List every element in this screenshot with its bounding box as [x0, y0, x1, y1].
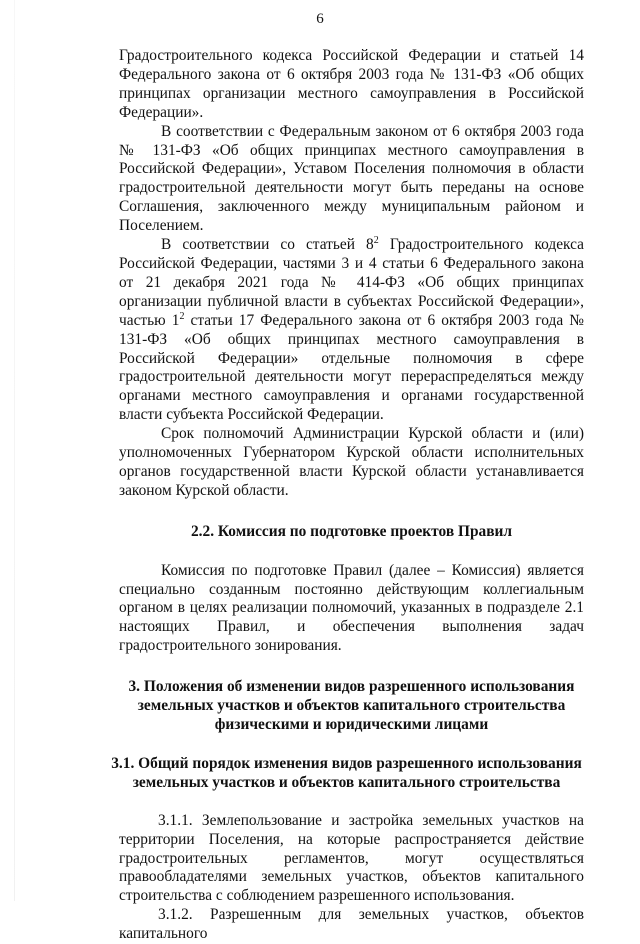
paragraph-redistribution-part-c: статьи 17 Федерального закона от 6 октября 2003 года № 131-ФЗ «Об общих принципах местного самоуправления в Российской Федерации» отдельные полномочия в сфере градостроительной деятельности могут перераспределяться между органами местного самоуправления и органами государственной власти субъекта Российской Федерации.: [119, 311, 584, 424]
paragraph-redistribution-part-b: Градостроительного кодекса Российской Федерации, частями 3 и 4 статьи 6 Федерального закона от 21 декабря 2021 года № 414-ФЗ «Об общих принципах организации публичной власти в субъектах Российской Федерации», частью 1: [119, 236, 584, 329]
superscript-2-b: 2: [179, 310, 185, 322]
paragraph-commission: Комиссия по подготовке Правил (далее – Комиссия) является специально созданным постоянно действующим коллегиальным органом в целях реализации полномочий, указанных в подразделе 2.1 настоящих Правил, и обеспечения выполнения задач градостроительного зонирования.: [119, 561, 584, 655]
section-heading-3-1: 3.1. Общий порядок изменения видов разрешенного использования земельных участков и объектов капитального строительства: [111, 754, 582, 791]
paragraph-redistribution-part-a: В соответствии со статьей 8: [161, 236, 374, 254]
paragraph-federal-law: В соответствии с Федеральным законом от 6 октября 2003 года № 131-ФЗ «Об общих принципах местного самоуправления в Российской Федерации», Уставом Поселения полномочия в области градостроительной деятельности могут быть переданы на основе Соглашения, заключенного между муниципальным районом и Поселением.: [119, 122, 584, 235]
document-body: [111, 47, 584, 944]
section-heading-2-2: 2.2. Комиссия по подготовке проектов Правил: [190, 522, 513, 540]
page-number: 6: [316, 11, 324, 27]
paragraph-3-1-1: 3.1.1. Землепользование и застройка земельных участков на территории Поселения, на которые распространяется действие градостроительных регламентов, могут осуществляться правообладателями земельных участков, объектов капитального строительства с соблюдением разрешенного использования.: [119, 811, 584, 905]
scan-edge-shadow: [14, 0, 15, 901]
paragraph-term-of-office: Срок полномочий Администрации Курской области и (или) уполномоченных Губернатором Курской области исполнительных органов государственной власти Курской области устанавливается законом Курской области.: [119, 425, 584, 499]
section-heading-3: 3. Положения об изменении видов разрешенного использования земельных участков и объектов капитального строительства физическими и юридическими лицами: [128, 678, 575, 733]
paragraph-3-1-2: 3.1.2. Разрешенным для земельных участков, объектов капитального: [119, 906, 584, 943]
paragraph-continuation: Градостроительного кодекса Российской Федерации и статьей 14 Федерального закона от 6 октября 2003 года № 131-ФЗ «Об общих принципах организации местного самоуправления в Российской Федерации».: [119, 47, 584, 121]
paragraph-redistribution: [119, 236, 584, 425]
superscript-2-a: 2: [373, 234, 379, 246]
